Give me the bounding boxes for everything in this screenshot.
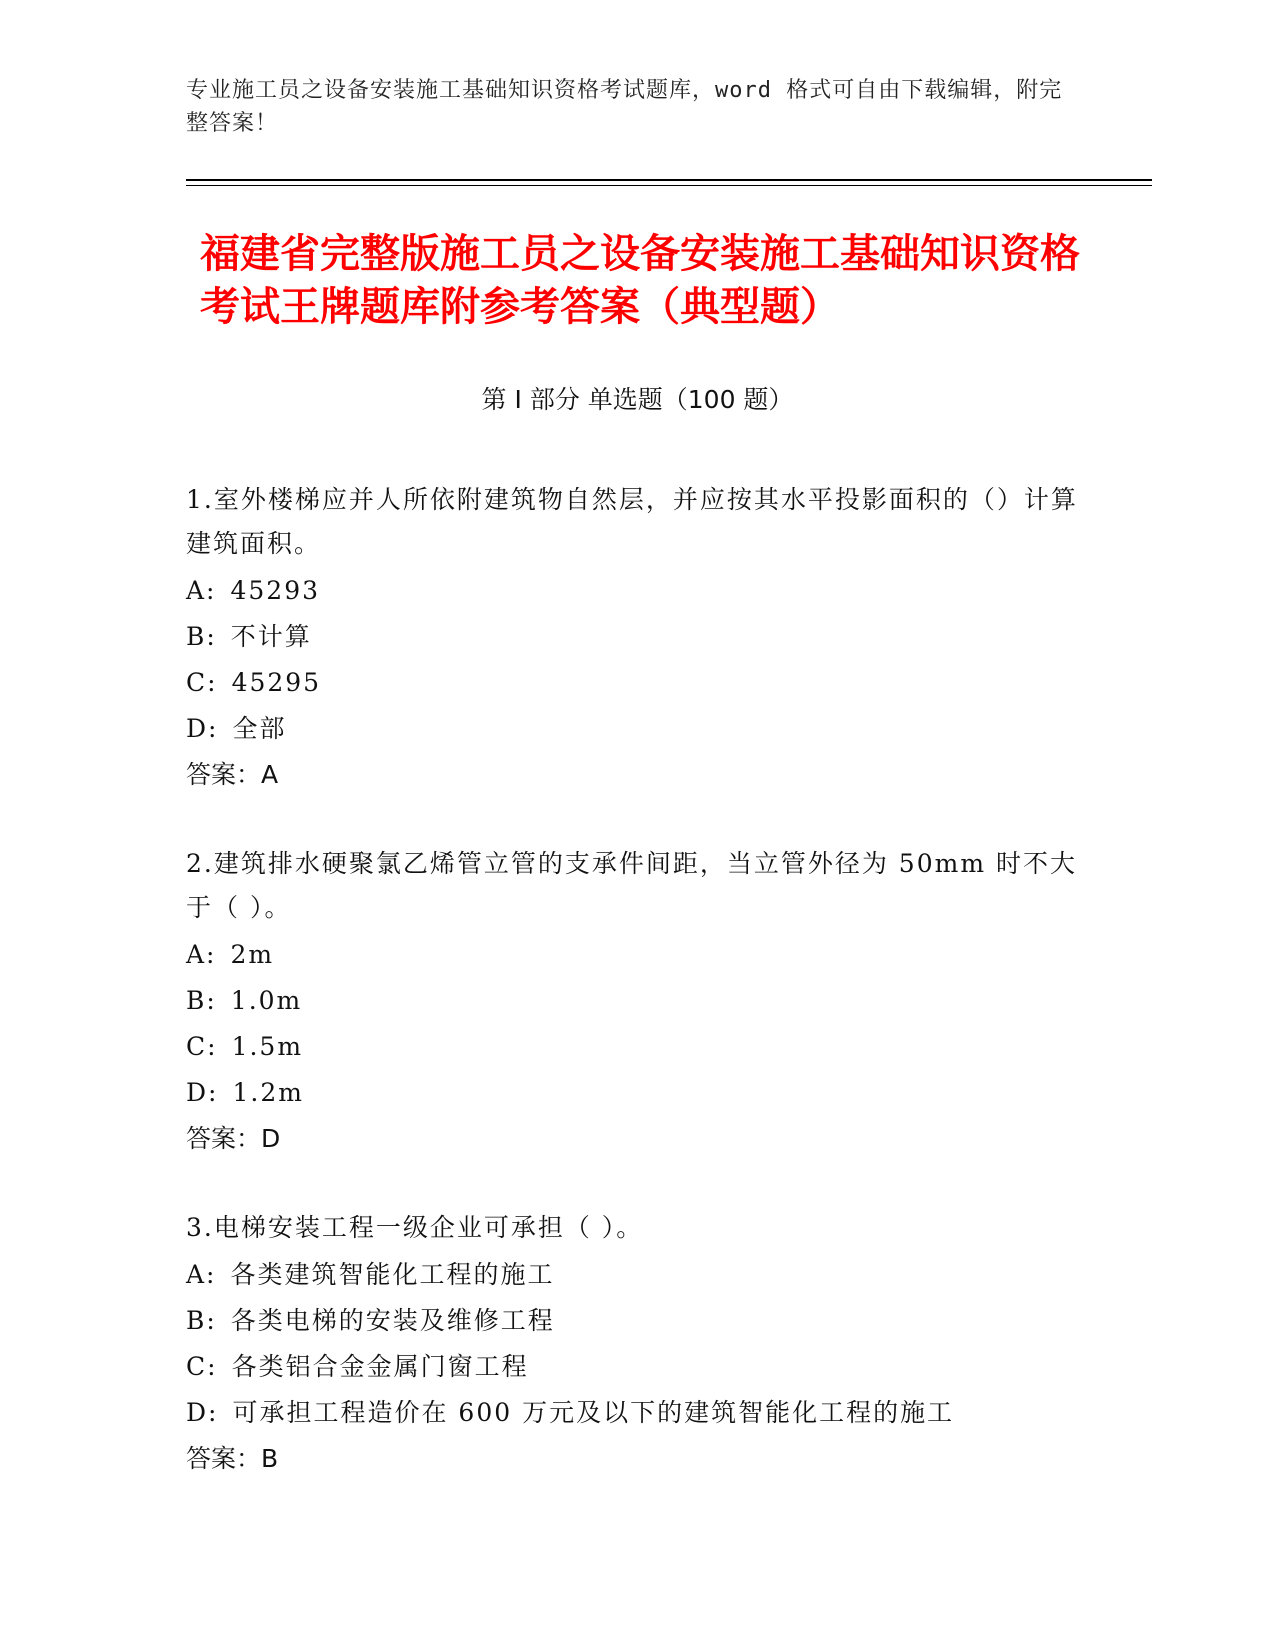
option-row <box>186 568 1086 614</box>
answer-line <box>186 752 1086 798</box>
option-row <box>186 706 1086 752</box>
answer-line <box>186 1116 1086 1162</box>
option-key: C: <box>186 1352 218 1381</box>
option-row <box>186 1344 1086 1390</box>
option-row <box>186 660 1086 706</box>
header-divider-thin <box>186 185 1152 186</box>
option-text: 1.0m <box>230 986 303 1015</box>
option-row <box>186 1298 1086 1344</box>
option-text: 可承担工程造价在 600 万元及以下的建筑智能化工程的施工 <box>232 1398 955 1427</box>
option-text: 2m <box>230 940 275 969</box>
option-key: B: <box>186 986 217 1015</box>
option-text: 45295 <box>231 668 322 697</box>
answer-prefix: 答案： <box>186 1444 262 1473</box>
option-key: D: <box>186 1398 219 1427</box>
option-row <box>186 932 1086 978</box>
option-row <box>186 1252 1086 1298</box>
option-key: C: <box>186 668 218 697</box>
question-stem: 3.电梯安装工程一级企业可承担（ ）。 <box>186 1213 644 1242</box>
option-key: A: <box>186 576 217 605</box>
option-text: 1.2m <box>232 1078 304 1107</box>
option-row <box>186 614 1086 660</box>
option-row <box>186 1024 1086 1070</box>
option-text: 45293 <box>230 576 321 605</box>
option-text: 各类铝合金金属门窗工程 <box>231 1352 529 1381</box>
answer-value: D <box>261 1124 281 1153</box>
answer-prefix: 答案： <box>186 760 262 789</box>
option-key: B: <box>186 1306 217 1335</box>
question-stem: 2.建筑排水硬聚氯乙烯管立管的支承件间距，当立管外径为 50mm 时不大于（ ）。 <box>186 849 1077 922</box>
question-list <box>186 478 1086 1526</box>
option-text: 不计算 <box>230 622 312 651</box>
option-key: D: <box>186 1078 219 1107</box>
option-key: A: <box>186 1260 217 1289</box>
option-text: 1.5m <box>231 1032 304 1061</box>
answer-value: B <box>261 1444 279 1473</box>
option-text: 各类电梯的安装及维修工程 <box>230 1306 555 1335</box>
question-item <box>186 842 1086 1162</box>
option-text: 各类建筑智能化工程的施工 <box>230 1260 555 1289</box>
answer-prefix: 答案： <box>186 1124 262 1153</box>
header-note: 专业施工员之设备安装施工基础知识资格考试题库，word 格式可自由下载编辑，附完整答案！ <box>186 78 1063 136</box>
question-item <box>186 478 1086 798</box>
option-text: 全部 <box>232 714 287 743</box>
answer-line <box>186 1436 1086 1482</box>
question-stem: 1.室外楼梯应并人所依附建筑物自然层，并应按其水平投影面积的（）计算建筑面积。 <box>186 485 1078 558</box>
option-key: B: <box>186 622 217 651</box>
section-heading: 第 I 部分 单选题（100 题） <box>481 385 794 414</box>
document-title: 福建省完整版施工员之设备安装施工基础知识资格考试王牌题库附参考答案（典型题） <box>200 231 1080 330</box>
option-row <box>186 1390 1086 1436</box>
option-row <box>186 1070 1086 1116</box>
option-key: C: <box>186 1032 218 1061</box>
header-divider-thick <box>186 179 1152 181</box>
option-row <box>186 978 1086 1024</box>
option-key: D: <box>186 714 219 743</box>
question-item <box>186 1206 1086 1482</box>
answer-value: A <box>261 760 279 789</box>
option-key: A: <box>186 940 217 969</box>
